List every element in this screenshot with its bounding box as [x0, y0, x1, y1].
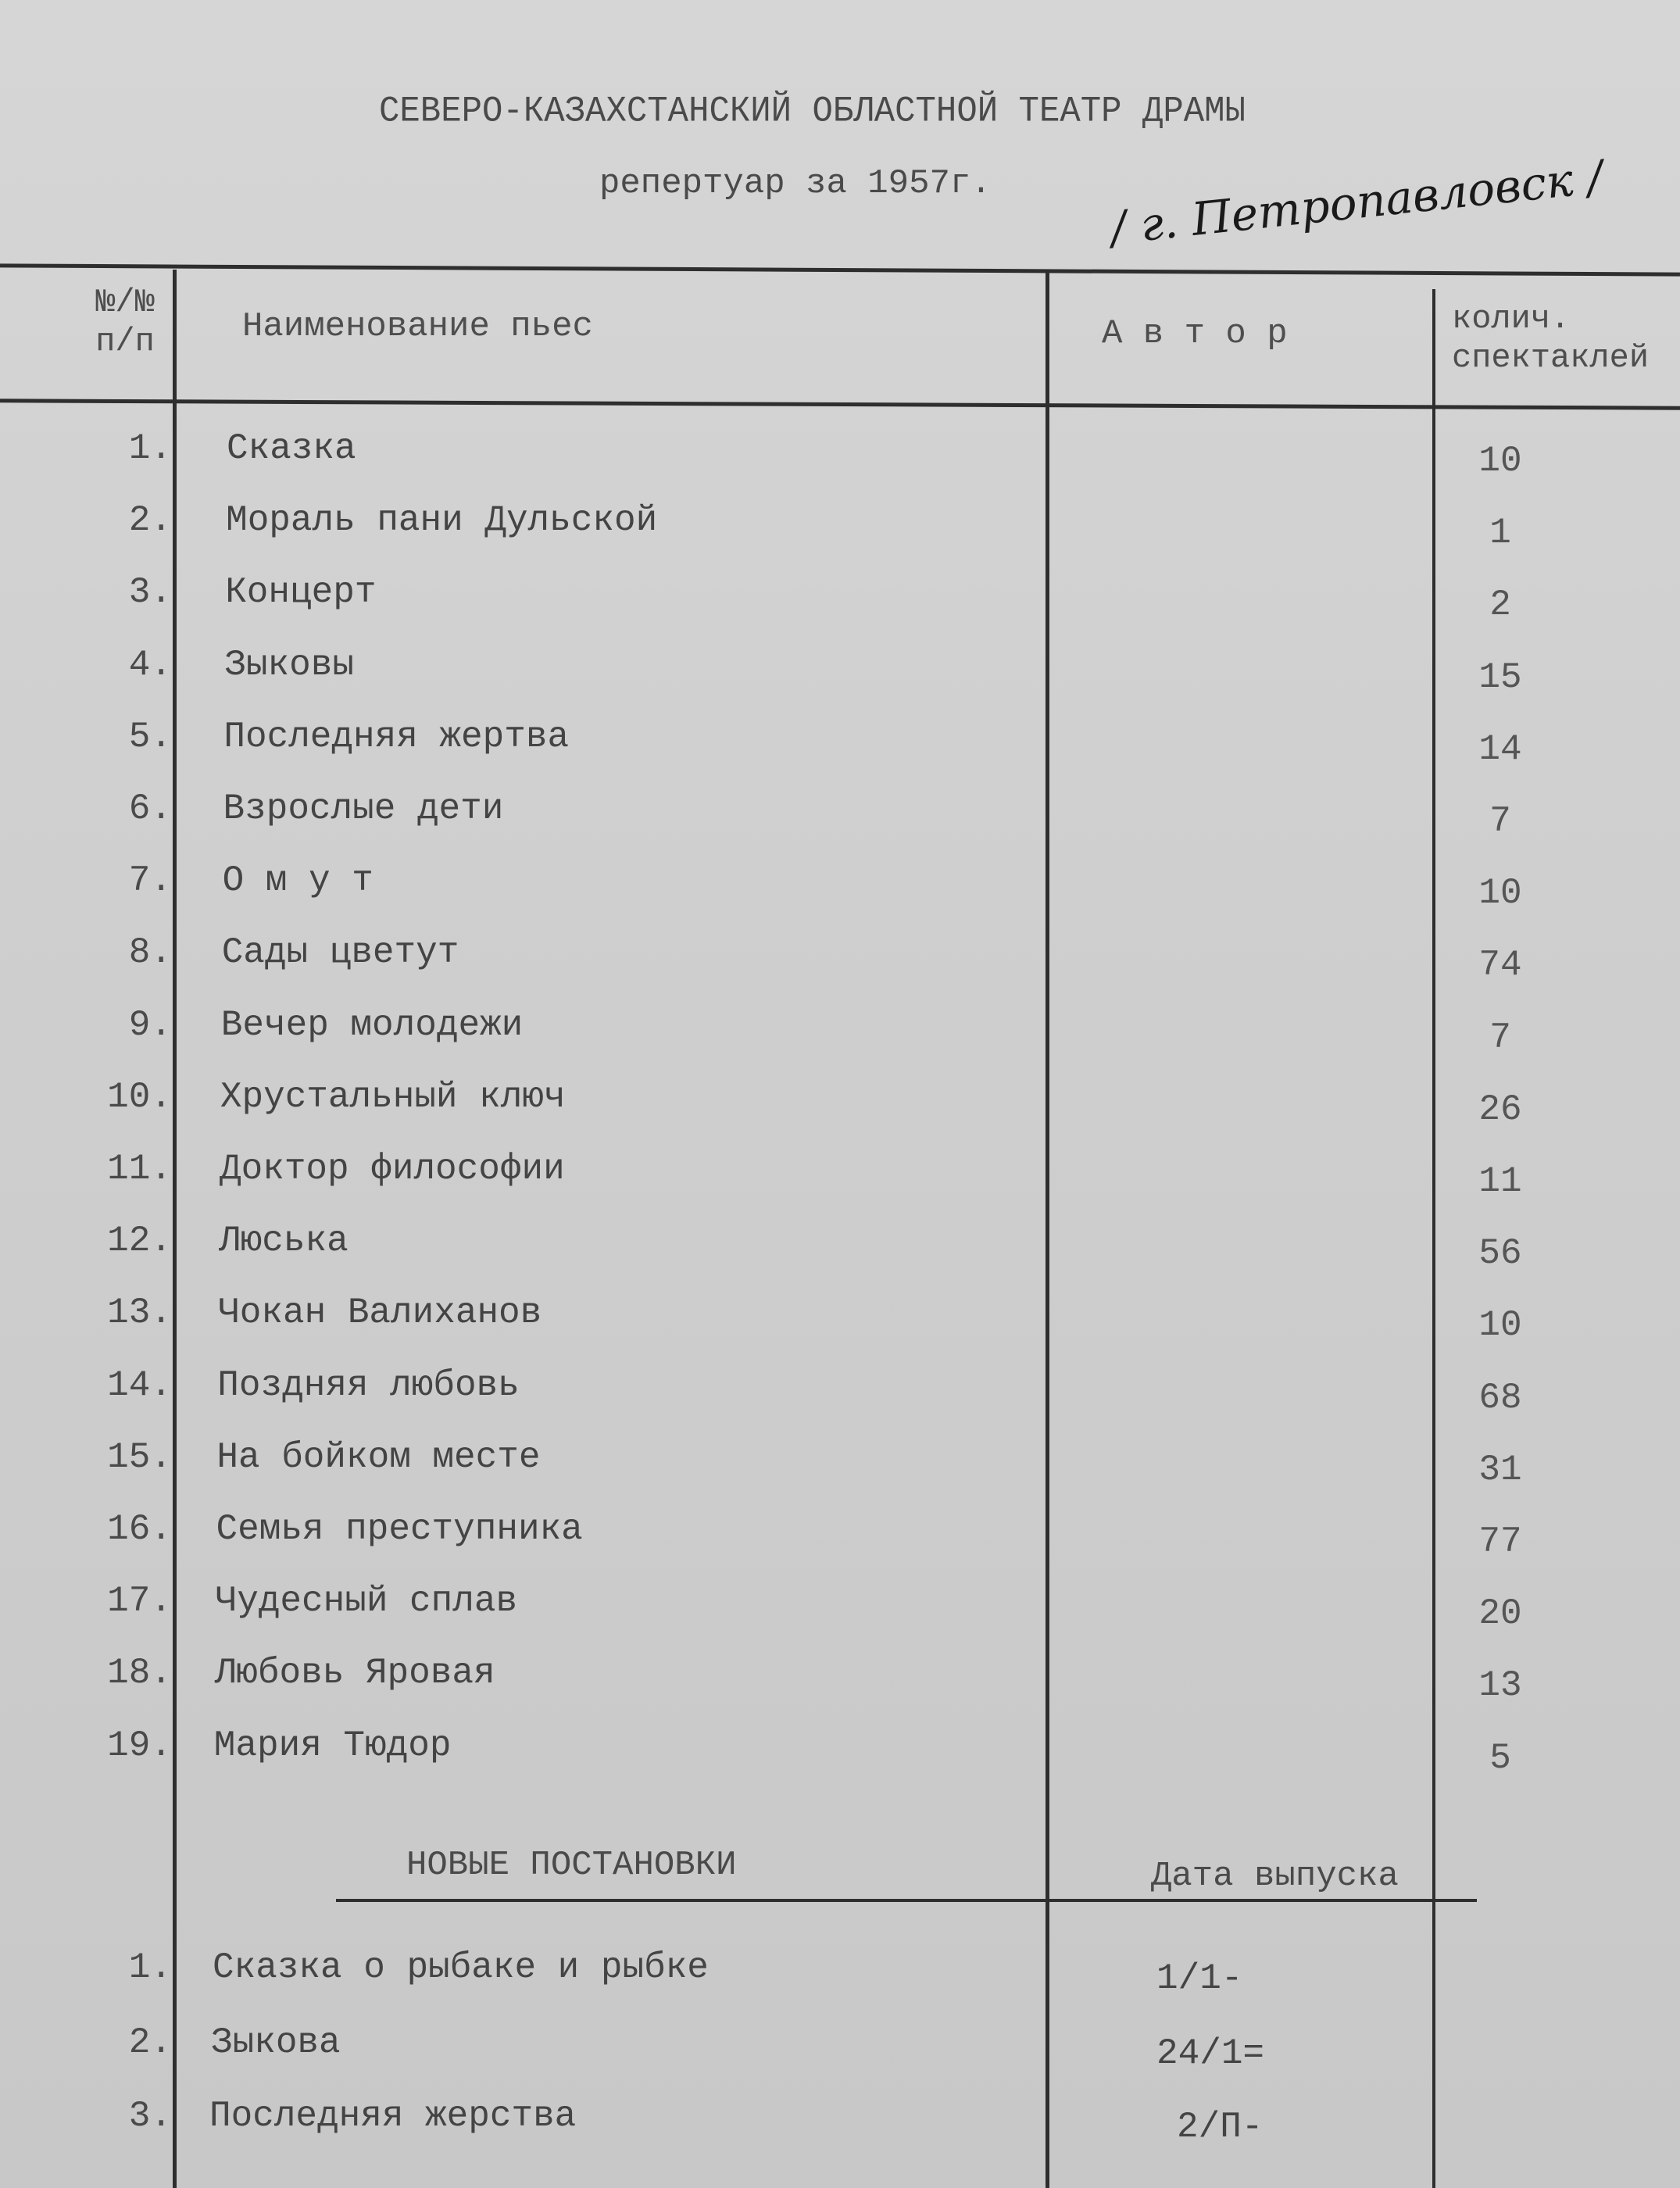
row-number: 4.	[128, 644, 172, 685]
new-play-name: Сказка о рыбаке и рыбке	[213, 1947, 709, 1988]
play-name: Мария Тюдор	[213, 1725, 452, 1766]
performance-count: 11	[1478, 1161, 1522, 1202]
header-number-line1: №/№	[95, 284, 155, 321]
play-name: Зыковы	[224, 644, 354, 685]
row-number: 14.	[107, 1364, 172, 1406]
row-number: 13.	[107, 1292, 172, 1334]
play-name: Любовь Яровая	[214, 1653, 495, 1694]
performance-count: 31	[1478, 1449, 1522, 1490]
play-name: Люська	[219, 1221, 349, 1262]
header-number-line2: п/п	[95, 323, 155, 360]
release-date-heading: Дата выпуска	[1151, 1857, 1399, 1896]
header-count-line1: колич.	[1452, 300, 1571, 338]
row-number: 8.	[128, 932, 172, 974]
play-name: Концерт	[225, 572, 377, 613]
row-number: 10.	[107, 1076, 172, 1117]
performance-count: 14	[1478, 728, 1522, 770]
new-productions-heading: НОВЫЕ ПОСТАНОВКИ	[406, 1846, 737, 1885]
performance-count: 10	[1478, 1305, 1522, 1346]
row-number: 3.	[128, 572, 172, 613]
table-top-rule	[0, 263, 1680, 276]
new-play-name: Зыкова	[211, 2022, 341, 2063]
performance-count: 10	[1478, 441, 1522, 481]
performance-count: 7	[1489, 1017, 1511, 1058]
release-date: 24/1=	[1156, 2033, 1265, 2074]
row-number: 15.	[107, 1436, 172, 1478]
play-name: Взрослые дети	[223, 788, 504, 829]
new-play-name: Последняя жерства	[209, 2096, 577, 2136]
play-name: Доктор философии	[220, 1149, 565, 1189]
row-number: 16.	[107, 1509, 172, 1550]
performance-count: 15	[1478, 656, 1522, 698]
row-number: 17.	[107, 1581, 172, 1622]
play-name: Сады цветут	[221, 932, 459, 974]
row-number: 9.	[128, 1004, 172, 1046]
header-performance-count	[1452, 299, 1649, 377]
performance-count: 74	[1478, 945, 1522, 986]
row-number: 1.	[128, 428, 172, 469]
row-number: 12.	[107, 1221, 172, 1262]
new-row-number: 2.	[128, 2022, 172, 2063]
performance-count: 10	[1478, 873, 1522, 914]
column-rule-count	[1432, 289, 1435, 2188]
release-date: 2/П-	[1177, 2107, 1264, 2147]
performance-count: 7	[1489, 801, 1511, 842]
play-name: Хрустальный ключ	[220, 1076, 566, 1117]
row-number: 6.	[128, 788, 172, 829]
header-count-line2: спектаклей	[1452, 339, 1650, 377]
header-number	[86, 283, 164, 361]
row-number: 7.	[128, 860, 172, 902]
section-underline	[336, 1899, 1477, 1902]
play-name: Сказка	[227, 428, 356, 469]
column-rule-left	[173, 270, 177, 2188]
play-name: Поздняя любовь	[217, 1364, 520, 1406]
performance-count: 56	[1478, 1233, 1522, 1275]
performance-count: 5	[1489, 1737, 1511, 1779]
play-name: Чудесный сплав	[215, 1581, 518, 1622]
play-name: Семья преступника	[216, 1509, 583, 1550]
table-header-rule	[0, 399, 1680, 409]
performance-count: 68	[1478, 1377, 1522, 1418]
performance-count: 1	[1489, 513, 1511, 554]
performance-count: 77	[1478, 1521, 1522, 1562]
play-name: Последняя жертва	[223, 716, 570, 757]
performance-count: 13	[1478, 1665, 1522, 1707]
play-name: Чокан Валиханов	[218, 1292, 542, 1334]
document-subtitle: репертуар за 1957г.	[599, 164, 992, 203]
release-date: 1/1-	[1156, 1958, 1243, 1999]
document-title: СЕВЕРО-КАЗАХСТАНСКИЙ ОБЛАСТНОЙ ТЕАТР ДРАМЫ	[379, 91, 1246, 133]
header-play-name: Наименование пьес	[242, 307, 593, 346]
handwritten-city-note: / г. Петропавловск /	[1108, 150, 1606, 255]
new-row-number: 1.	[128, 1947, 172, 1988]
row-number: 19.	[107, 1725, 172, 1766]
performance-count: 26	[1478, 1089, 1522, 1130]
performance-count: 20	[1478, 1593, 1522, 1635]
row-number: 11.	[107, 1149, 172, 1189]
play-name: Мораль пани Дульской	[226, 500, 658, 542]
play-name: Вечер молодежи	[220, 1004, 524, 1046]
new-row-number: 3.	[128, 2096, 172, 2136]
header-author: А в т о р	[1102, 314, 1288, 353]
row-number: 2.	[128, 500, 172, 542]
row-number: 5.	[128, 716, 172, 757]
play-name: На бойком месте	[216, 1436, 541, 1478]
play-name: О м у т	[222, 860, 374, 902]
performance-count: 2	[1489, 585, 1511, 626]
row-number: 18.	[107, 1653, 172, 1694]
